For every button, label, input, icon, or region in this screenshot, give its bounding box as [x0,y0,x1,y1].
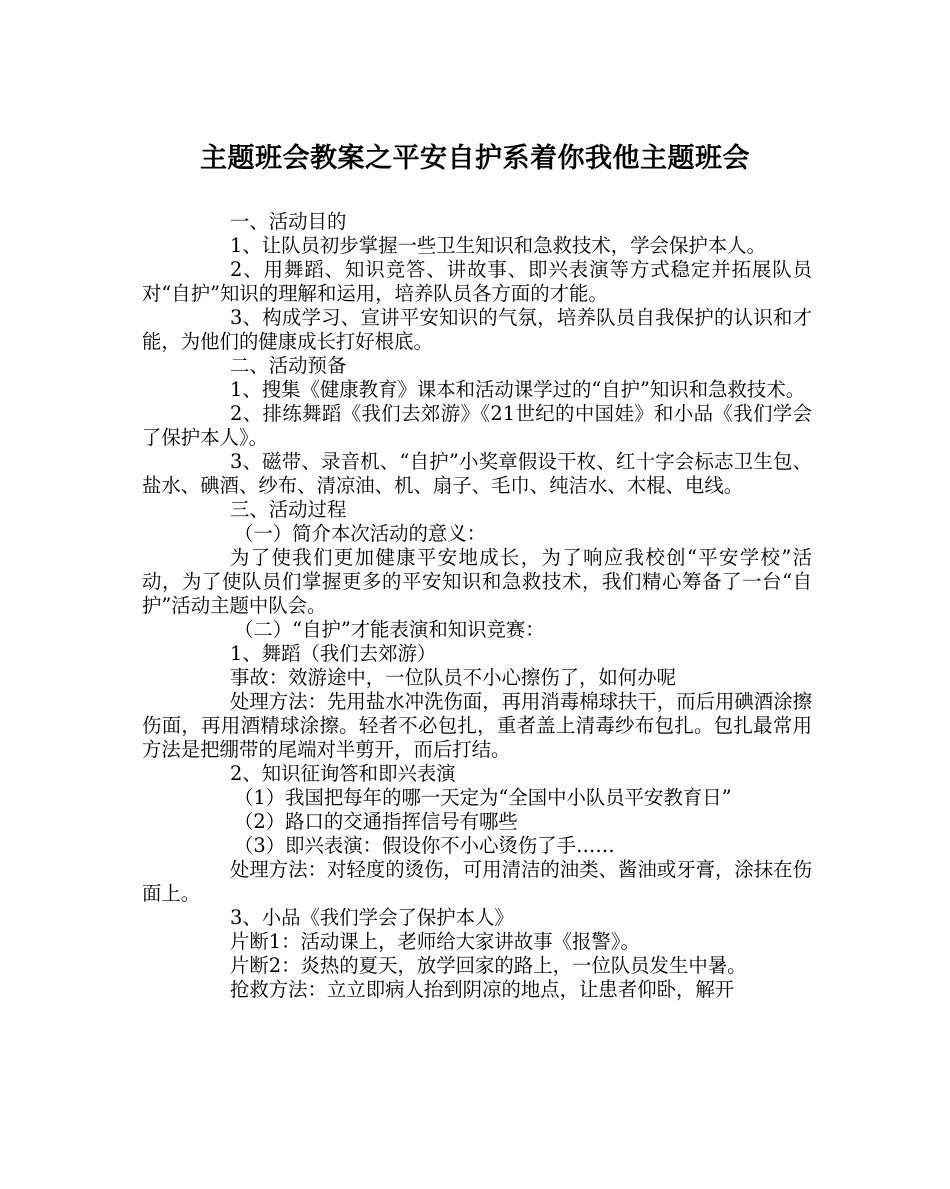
list-item: （2）路口的交通指挥信号有哪些 [234,810,518,833]
paragraph: 3、构成学习、宣讲平安知识的气氛，培养队员自我保护的认识和才能，为他们的健康成长打好根底。 [142,306,812,353]
section-heading: 二、活动预备 [230,354,347,377]
paragraph: 片断1：活动课上，老师给大家讲故事《报警》。 [230,930,640,953]
paragraph: 处理方法：先用盐水冲洗伤面，再用消毒棉球扶干，而后用碘酒涂擦伤面，再用酒精球涂擦。轻者不必包扎，重者盖上清毒纱布包扎。包扎最常用方法是把绷带的尾端对半剪开，而后打结。 [142,690,812,761]
paragraph: 1、舞蹈（我们去郊游） [230,642,437,665]
paragraph: 1、搜集《健康教育》课本和活动课学过的“自护”知识和急救技术。 [230,378,806,401]
list-item: （1）我国把每年的哪一天定为“全国中小队员平安教育日” [234,786,732,809]
paragraph: 2、用舞蹈、知识竞答、讲故事、即兴表演等方式稳定并拓展队员对“自护”知识的理解和运用，培养队员各方面的才能。 [142,258,812,305]
list-item: （3）即兴表演：假设你不小心烫伤了手…… [234,834,615,857]
paragraph: 事故：效游途中，一位队员不小心擦伤了，如何办呢 [230,666,676,689]
paragraph: 1、让队员初步掌握一些卫生知识和急救技术，学会保护本人。 [230,234,766,257]
paragraph: 2、排练舞蹈《我们去郊游》《21世纪的中国娃》和小品《我们学会了保护本人》。 [142,402,812,449]
paragraph: 3、小品《我们学会了保护本人》 [230,906,514,929]
document-body [142,210,812,1002]
document-title: 主题班会教案之平安自护系着你我他主题班会 [200,143,750,174]
paragraph: 3、磁带、录音机、“自护”小奖章假设干枚、红十字会标志卫生包、盐水、碘酒、纱布、清凉油、机、扇子、毛巾、纯洁水、木棍、电线。 [142,450,812,497]
paragraph: 2、知识征询答和即兴表演 [230,762,456,785]
subsection-heading: （一）简介本次活动的意义： [234,522,487,545]
paragraph: 处理方法：对轻度的烫伤，可用清洁的油类、酱油或牙膏，涂抹在伤面上。 [142,858,812,905]
paragraph: 片断2：炎热的夏天，放学回家的路上，一位队员发生中暑。 [230,954,747,977]
subsection-heading: （二）“自护”才能表演和知识竞赛： [234,618,545,641]
paragraph: 抢救方法：立立即病人抬到阴凉的地点，让患者仰卧，解开 [230,978,735,1001]
section-heading: 一、活动目的 [230,210,347,233]
section-heading: 三、活动过程 [230,498,347,521]
paragraph: 为了使我们更加健康平安地成长，为了响应我校创“平安学校”活动，为了使队员们掌握更多的平安知识和急救技术，我们精心筹备了一台“自护”活动主题中队会。 [142,546,812,617]
